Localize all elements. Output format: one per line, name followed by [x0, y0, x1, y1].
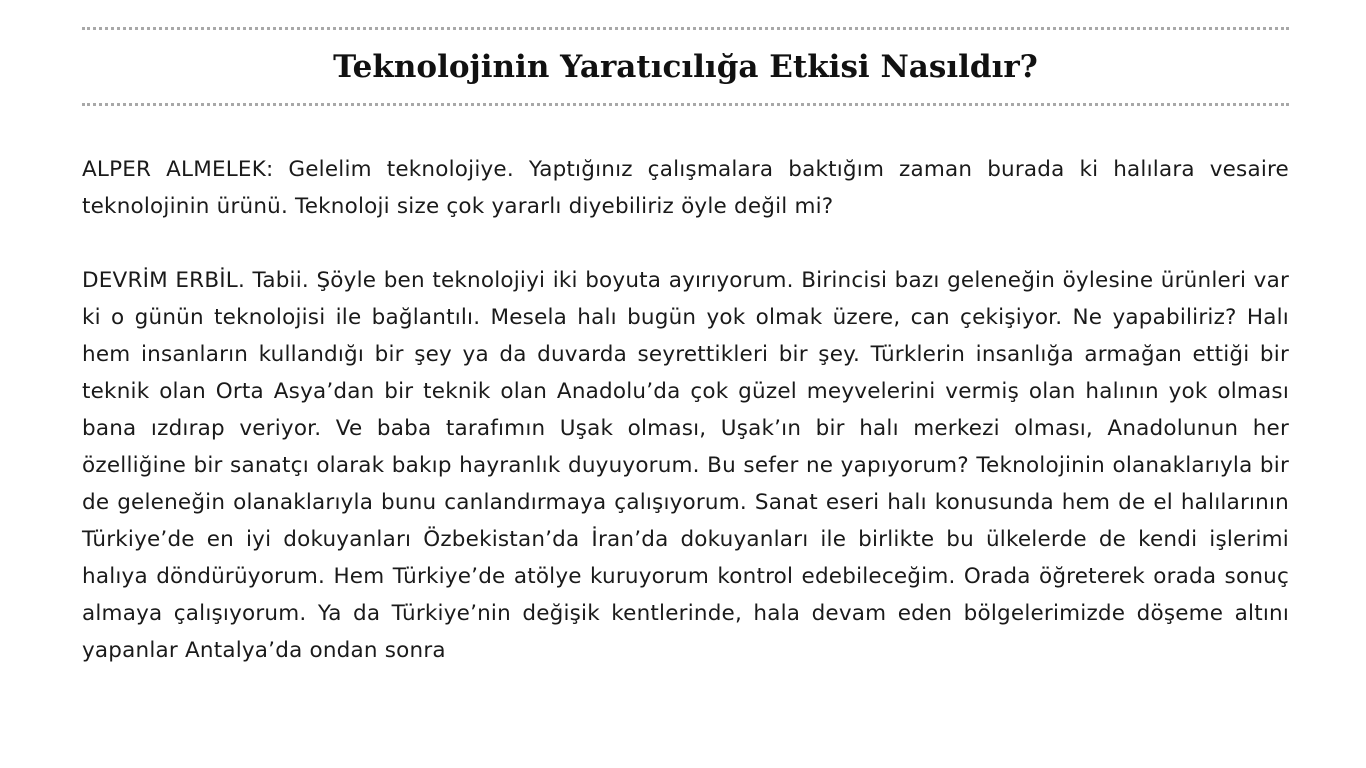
title-block — [82, 30, 1289, 103]
bottom-dotted-divider — [82, 103, 1289, 106]
paragraph-answer: DEVRİM ERBİL. Tabii. Şöyle ben teknolojiyi iki boyuta ayırıyorum. Birincisi bazı geleneğin öylesine ürünleri var ki o günün teknolojisi ile bağlantılı. Mesela halı bugün yok olmak üzere, can çekişiyor. Ne yapabiliriz? Halı hem insanların kullandığı bir şey ya da duvarda seyrettikleri bir şey. Türklerin insanlığa armağan ettiği bir teknik olan Orta Asya’dan bir teknik olan Anadolu’da çok güzel meyvelerini vermiş olan halının yok olması bana ızdırap veriyor. Ve baba tarafımın Uşak olması, Uşak’ın bir halı merkezi olması, Anadolunun her özelliğine bir sanatçı olarak bakıp hayranlık duyuyorum. Bu sefer ne yapıyorum? Teknolojinin olanaklarıyla bir de geleneğin olanaklarıyla bunu canlandırmaya çalışıyorum. Sanat eseri halı konusunda hem de el halılarının Türkiye’de en iyi dokuyanları Özbekistan’da İran’da dokuyanları ile birlikte bu ülkelerde de kendi işlerimi halıya döndürüyorum. Hem Türkiye’de atölye kuruyorum kontrol edebileceğim. Orada öğreterek orada sonuç almaya çalışıyorum. Ya da Türkiye’nin değişik kentlerinde, hala devam eden bölgelerimizde döşeme altını yapanlar Antalya’da ondan sonra — [82, 268, 1289, 663]
paragraph-question: ALPER ALMELEK: Gelelim teknolojiye. Yaptığınız çalışmalara baktığım zaman burada ki halılara vesaire teknolojinin ürünü. Teknoloji size çok yararlı diyebiliriz öyle değil mi? — [82, 157, 1289, 219]
article-page — [82, 0, 1289, 669]
article-body — [82, 151, 1289, 669]
page-title: Teknolojinin Yaratıcılığa Etkisi Nasıldır? — [333, 48, 1038, 85]
